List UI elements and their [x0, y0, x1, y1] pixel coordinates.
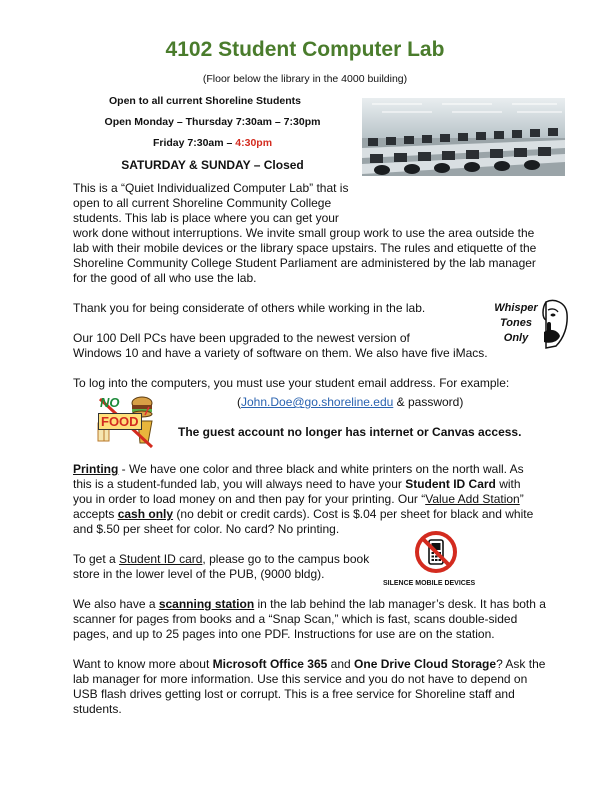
guest-account-notice: The guest account no longer has internet or Canvas access. — [178, 425, 522, 439]
intro-line-6: Shoreline Community College Student Parliament are administered by the lab manager — [73, 256, 536, 270]
no-food-word-no: NO — [100, 395, 120, 410]
student-id-card-link[interactable]: Student ID card — [119, 552, 203, 566]
scanning-line-1: We also have a scanning station in the lab behind the lab manager’s desk. It has both a — [73, 597, 546, 611]
scanning-station-emphasis: scanning station — [158, 597, 255, 611]
office-line-4: students. — [73, 702, 122, 716]
office-line-1: Want to know more about Microsoft Office 365 and One Drive Cloud Storage? Ask the — [73, 657, 546, 671]
printing-line-2: this is a student-funded lab, you will always need to have your Student ID Card with — [73, 477, 521, 491]
page-subtitle: (Floor below the library in the 4000 building) — [202, 73, 408, 85]
cash-only-emphasis: cash only — [117, 507, 174, 521]
scanning-line-2: scanner for pages from books and a “Snap Scan,” which is fast, scans double-sided — [73, 612, 518, 626]
login-instructions: To log into the computers, you must use your student email address. For example: — [73, 376, 510, 390]
intro-line-7: for the good of all who use the lab. — [73, 271, 257, 285]
printing-heading: Printing — [73, 462, 119, 476]
onedrive-bold: One Drive Cloud Storage — [354, 657, 497, 671]
printing-line-4: accepts cash only (no debit or credit cards). Cost is $.04 per sheet for black and white — [73, 507, 534, 521]
intro-line-2: open to all current Shoreline Community College — [73, 196, 332, 210]
idcard-line-2: store in the lower level of the PUB, (9000 bldg). — [73, 567, 325, 581]
printing-line-1: Printing - We have one color and three black and white printers on the north wall. As — [73, 462, 524, 476]
hours-mon-thu: Open Monday – Thursday 7:30am – 7:30pm — [104, 116, 321, 128]
hours-friday: Friday 7:30am – 4:30pm — [152, 137, 273, 149]
hours-open-to: Open to all current Shoreline Students — [109, 95, 301, 107]
pcs-line-1: Our 100 Dell PCs have been upgraded to the newest version of — [73, 331, 410, 345]
whisper-word-2: Tones — [500, 317, 532, 329]
no-food-word-food: FOOD — [98, 413, 142, 430]
intro-line-4: work done without interruptions. We invite small group work to use the area outside the — [73, 226, 535, 240]
thanks-text: Thank you for being considerate of others while working in the lab. — [73, 301, 426, 315]
silence-mobile-caption: SILENCE MOBILE DEVICES — [383, 580, 476, 587]
whisper-tones-sign — [492, 298, 570, 350]
hours-weekend: SATURDAY & SUNDAY – Closed — [121, 158, 304, 172]
login-example: (John.Doe@go.shoreline.edu & password) — [237, 395, 464, 409]
friday-close-time: 4:30pm — [235, 137, 273, 149]
office-365-bold: Microsoft Office 365 — [212, 657, 328, 671]
whisper-word-3: Only — [503, 332, 529, 344]
idcard-line-1: To get a Student ID card, please go to the campus book — [73, 552, 370, 566]
intro-line-5: lab with their mobile devices or the library space upstairs. The rules and etiquette of the — [73, 241, 537, 255]
student-id-card-bold: Student ID Card — [405, 477, 496, 491]
intro-line-3: students. This lab is place where you can get your — [73, 211, 339, 225]
no-food-sign — [94, 393, 156, 451]
scanning-line-3: pages, and up to 25 pages into one PDF. Instructions for use are on the station. — [73, 627, 495, 641]
whisper-word-1: Whisper — [494, 302, 538, 314]
printing-line-3: you in order to load money on and then pay for your printing. Our “Value Add Station” — [73, 492, 524, 506]
intro-line-1: This is a “Quiet Individualized Computer Lab” that is — [73, 181, 349, 195]
page-title: 4102 Student Computer Lab — [165, 38, 445, 61]
no-phone-icon — [414, 530, 458, 574]
computer-lab-photo — [362, 98, 565, 176]
printing-line-5: and $.50 per sheet for color. No card? No printing. — [73, 522, 340, 536]
pcs-line-2: Windows 10 and have a variety of software on them. We also have five iMacs. — [73, 346, 488, 360]
office-line-3: USB flash drives getting lost or corrupt. This is a free service for Shoreline staff and — [73, 687, 515, 701]
shush-face-icon — [540, 298, 570, 350]
value-add-station-link[interactable]: Value Add Station — [425, 492, 520, 506]
office-line-2: lab manager for more information. Use this service and you do not have to depend on — [73, 672, 528, 686]
example-email-link[interactable]: John.Doe@go.shoreline.edu — [241, 395, 394, 409]
